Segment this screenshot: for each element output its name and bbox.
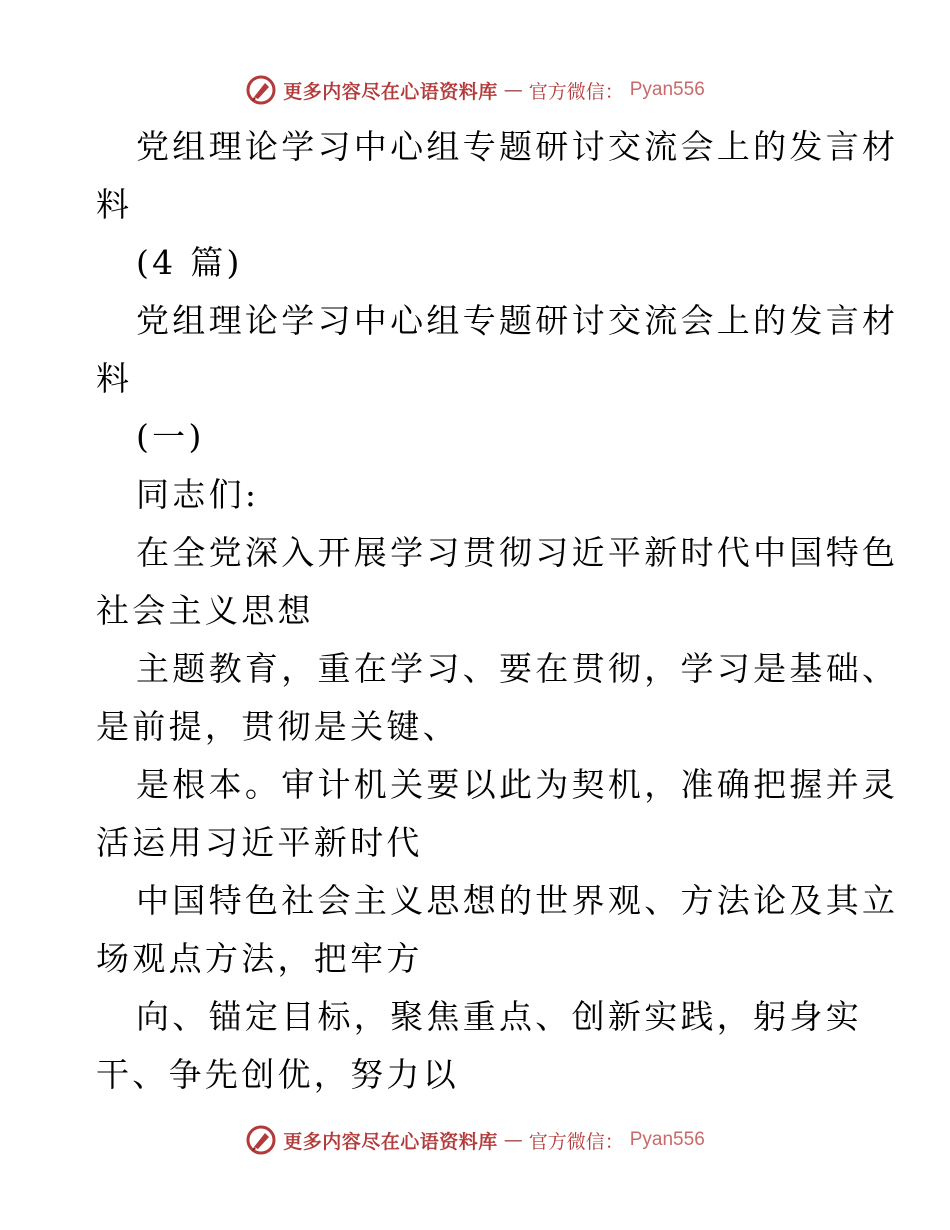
doc-line: 主题教育，重在学习、要在贯彻，学习是基础、 (136, 649, 899, 688)
doc-line: 党组理论学习中心组专题研讨交流会上的发言材 (136, 301, 899, 340)
doc-line: 是前提，贯彻是关键、 (96, 707, 459, 746)
watermark-brand-text: 更多内容尽在心语资料库 (283, 80, 498, 103)
header-watermark (0, 70, 950, 110)
watermark-wechat-label: 官方微信： (528, 1130, 624, 1153)
document-body (96, 118, 899, 1104)
doc-line: 党组理论学习中心组专题研讨交流会上的发言材 (136, 127, 899, 166)
pen-nib-logo-icon (245, 74, 277, 106)
doc-line: 在全党深入开展学习贯彻习近平新时代中国特色 (136, 533, 899, 572)
doc-line: (一) (136, 417, 205, 456)
doc-line: 是根本。审计机关要以此为契机，准确把握并灵 (136, 765, 899, 804)
watermark-dash: — (503, 1129, 523, 1151)
doc-line: 同志们: (136, 475, 260, 514)
doc-line: 中国特色社会主义思想的世界观、方法论及其立 (136, 881, 899, 920)
doc-line: 向、锚定目标，聚焦重点、创新实践，躬身实 (136, 997, 862, 1036)
doc-line: 活运用习近平新时代 (96, 823, 423, 862)
doc-line: 料 (96, 359, 133, 398)
watermark-dash: — (503, 79, 523, 101)
doc-line: 料 (96, 185, 133, 224)
pen-nib-logo-icon (245, 1124, 277, 1156)
watermark-wechat-label: 官方微信： (528, 80, 624, 103)
watermark-brand-text: 更多内容尽在心语资料库 (283, 1130, 498, 1153)
doc-line: 干、争先创优，努力以 (96, 1055, 459, 1094)
doc-line: (4 篇) (136, 243, 243, 282)
doc-line: 场观点方法，把牢方 (96, 939, 423, 978)
watermark-wechat-id: Pyan556 (629, 79, 705, 100)
watermark-wechat-id: Pyan556 (629, 1129, 705, 1150)
footer-watermark (0, 1120, 950, 1160)
doc-line: 社会主义思想 (96, 591, 314, 630)
